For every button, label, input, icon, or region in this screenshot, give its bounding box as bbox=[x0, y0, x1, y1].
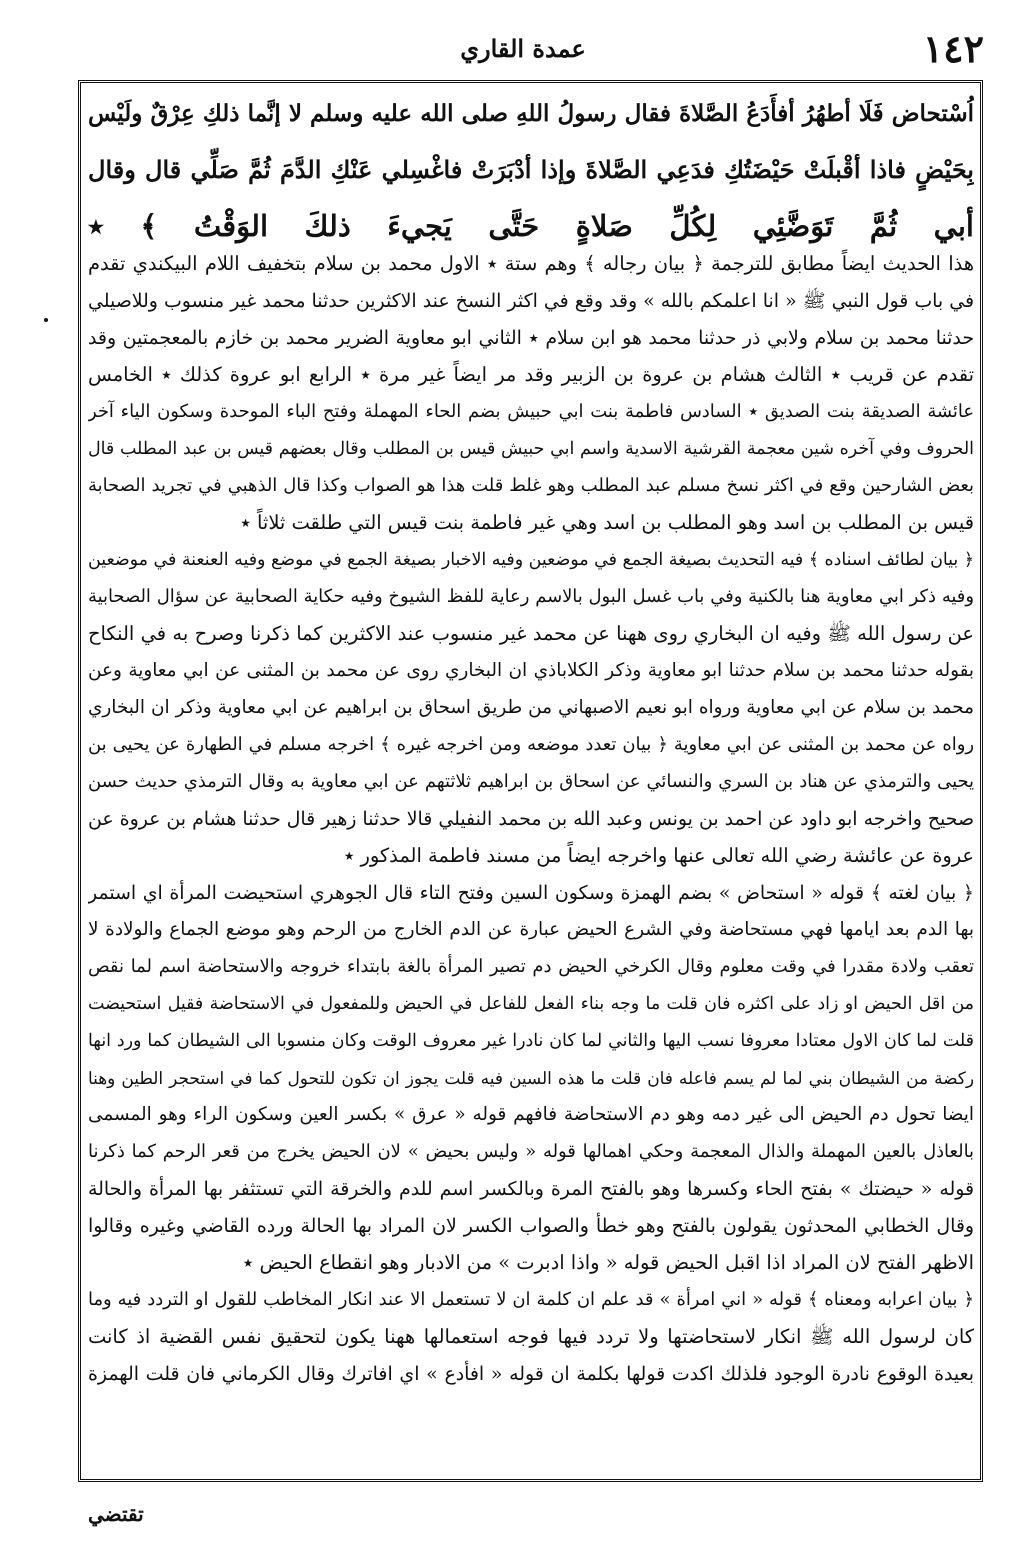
page-number: ١٤٢ bbox=[922, 26, 984, 71]
commentary-line: قوله « حيضتك » بفتح الحاء وكسرها وهو بالفتح المرة وبالكسر اسم للدم والخرقة التي تستثفر بها المرأة والحالة bbox=[88, 1178, 974, 1200]
running-title: عمدة القاري bbox=[460, 34, 586, 63]
commentary-line: محمد بن سلام عن ابي معاوية ورواه ابو نعيم الاصبهاني من طريق اسحاق بن ابراهيم عن ابي معاوية وذكر ان البخاري bbox=[88, 697, 974, 718]
page-footer bbox=[88, 1494, 228, 1550]
commentary-line: هذا الحديث ايضاً مطابق للترجمة ﴿ بيان رجاله ﴾ وهم ستة ٭ الاول محمد بن سلام بتخفيف اللام البيكندي تقدم bbox=[88, 252, 974, 275]
commentary-line: بعض الشارحين وقع في اكثر نسخ مسلم عبد المطلب وهو غلط قلت هذا هو الصواب وكذا قال الذهبي في تجريد الصحابة bbox=[88, 475, 974, 496]
commentary-line: عروة عن عائشة رضي الله تعالى عنها واخرجه ايضاً من مسند فاطمة المذكور ٭ bbox=[343, 844, 974, 867]
commentary-line: عن رسول الله ﷺ وفيه ان البخاري روى ههنا عن محمد غير منسوب عند الاكثرين كما ذكرنا وصرح به في النكاح bbox=[88, 622, 974, 645]
commentary-line: رواه عن محمد بن المثنى عن ابي معاوية ﴿ بيان تعدد موضعه ومن اخرجه غيره ﴾ اخرجه مسلم في الطهارة عن يحيى بن bbox=[88, 734, 974, 755]
commentary-line: ﴿ بيان اعرابه ومعناه ﴾ قوله « اني امرأة » قد علم ان كلمة ان لا تستعمل الا عند انكار المخاطب للقول او التردد فيه وما bbox=[88, 1289, 974, 1310]
commentary-line: الاظهر الفتح لان المراد اذا اقبل الحيض قوله « واذا ادبرت » من الادبار وهو انقطاع الحيض ٭ bbox=[242, 1251, 974, 1274]
commentary-line: ركضة من الشيطان بني لما لم يسم فاعله فان قلت ما هذه السين فيه قلت يجوز ان تكون للتحول كما في استحجر الطين وهنا bbox=[88, 1068, 974, 1088]
commentary-line: حدثنا محمد بن سلام ولابي ذر حدثنا محمد هو ابن سلام ٭ الثاني ابو معاوية الضرير محمد بن خازم بالمعجمتين وقد bbox=[88, 327, 974, 349]
commentary-line: وفيه ذكر ابي معاوية هنا بالكنية وفي باب غسل البول بالاسم رعاية للفظ الشيوخ وفيه حكاية الصحابية عن سؤال الصحابية bbox=[88, 586, 974, 607]
commentary-line: الحروف وفي آخره شين معجمة القرشية الاسدية واسم ابي حبيش قيس بن المطلب وقال بعضهم قيس بن عبد المطلب قال bbox=[88, 439, 974, 459]
commentary-line: من اقل الحيض او زاد على اكثره فان قلت ما وجه بناء الفعل للفاعل في الحيض وللمفعول في الاستحاضة فقيل استحيضت bbox=[88, 994, 974, 1014]
commentary-line: وقال الخطابي المحدثون يقولون بالفتح وهو خطأ والصواب الكسر لان المراد بها الحالة ورده القاضي وغيره وقالوا bbox=[88, 1215, 974, 1237]
commentary-line: قلت لما كان الاول معتادا معروفا نسب اليها والثاني لما كان نادرا غير معروف الوقت وكان منسوبا الى الشيطان كما ورد انها bbox=[88, 1031, 974, 1051]
page-header bbox=[62, 26, 984, 74]
commentary-line: ﴿ بيان لطائف اسناده ﴾ فيه التحديث بصيغة الجمع في موضعين وفيه الاخبار بصيغة الجمع في موضع وفيه العنعنة في موضعين bbox=[88, 550, 974, 570]
hadith-text-line: أبي ثُمَّ تَوَضَّئِي لِكُلِّ صَلاةٍ حَتَّى يَجيءَ ذلكَ الوَقْتُ ﴾ ٭ bbox=[88, 209, 974, 243]
commentary-line: عائشة الصديقة بنت الصديق ٭ السادس فاطمة بنت ابي حبيش بضم الحاء المهملة وفتح الباء الموحدة وسكون الياء آخر bbox=[88, 401, 974, 422]
catchword: تقتضي bbox=[88, 1502, 144, 1526]
commentary-line: بالعاذل بالعين المهملة والذال المعجمة وحكي اهمالها قوله « وليس بحيض » لان الحيض يخرج من قعر الرحم كما ذكرنا bbox=[88, 1141, 974, 1162]
commentary-line: بها الدم بعد ايامها فهي مستحاضة وفي الشرع الحيض عبارة عن الدم الخارج من الرحم وهو موضع الجماع والولادة لا bbox=[88, 919, 974, 940]
margin-ink-speck bbox=[44, 318, 48, 322]
commentary-line: قيس بن المطلب بن اسد وهو المطلب بن اسد وهي غير فاطمة بنت قيس التي طلقت ثلاثاً ٭ bbox=[240, 511, 974, 534]
hadith-text-line: اُسْتحاض فَلَا أطهُرُ أفأَدَعُ الصَّلاةَ فقال رسولُ اللهِ صلى الله عليه وسلم لا إنَّما ذلكِ عِرْقٌ ولَيْس bbox=[88, 100, 974, 127]
commentary-line: تقدم عن قريب ٭ الثالث هشام بن عروة بن الزبير وقد مر ايضاً غير مرة ٭ الرابع ابو عروة كذلك ٭ الخامس bbox=[88, 363, 974, 386]
commentary-line: كان لرسول الله ﷺ انكار لاستحاضتها ولا تردد فيها فوجه استعمالها ههنا يكون لتحقيق نفس القضية اذ كانت bbox=[88, 1325, 974, 1348]
commentary-line: بقوله حدثنا محمد بن سلام حدثنا ابو معاوية وذكر الكلاباذي ان البخاري روى عن محمد بن المثنى عن ابي معاوية وعن bbox=[88, 660, 974, 681]
commentary-line: بعيدة الوقوع نادرة الوجود فلذلك اكدت قولها بكلمة ان قوله « افأدع » اي افاترك وقال الكرماني فان قلت الهمزة bbox=[88, 1363, 974, 1385]
commentary-line: ﴿ بيان لغته ﴾ قوله « استحاض » بضم الهمزة وسكون السين وفتح التاء قال الجوهري استحيضت المرأة اي استمر bbox=[88, 882, 974, 904]
commentary-line: ايضا تحول دم الحيض الى غير دمه وهو دم الاستحاضة فافهم قوله « عرق » بكسر العين وسكون الراء وهو المسمى bbox=[88, 1104, 974, 1125]
hadith-text-line: بِحَيْضٍ فاذا أقْبلَتْ حَيْضَتُكِ فدَعِي الصَّلاةَ وإذا أدْبَرَتْ فاغْسِلي عَنْكِ الدَّمَ ثُمَّ صَلِّي قال وقال bbox=[88, 155, 974, 184]
commentary-line: صحيح واخرجه ابو داود عن احمد بن يونس وعبد الله بن محمد النفيلي قالا حدثنا زهير قال حدثنا هشام بن عروة عن bbox=[88, 808, 974, 830]
text-block bbox=[88, 84, 974, 1476]
commentary-line: تعقب ولادة مقدرا في وقت معلوم وقال الكرخي الحيض دم تصير المرأة بالغة بابتداء خروجه والاستحاضة اسم لما نقص bbox=[88, 956, 974, 977]
commentary-line: في باب قول النبي ﷺ « انا اعلمكم بالله » وقد وقع في اكثر النسخ عند الاكثرين حدثنا محمد غير منسوب وللاصيلي bbox=[88, 290, 974, 312]
commentary-line: يحيى والترمذي عن هناد بن السري والنسائي عن اسحاق بن ابراهيم ثلاثتهم عن ابي معاوية به وقال الترمذي حديث حسن bbox=[88, 771, 974, 792]
